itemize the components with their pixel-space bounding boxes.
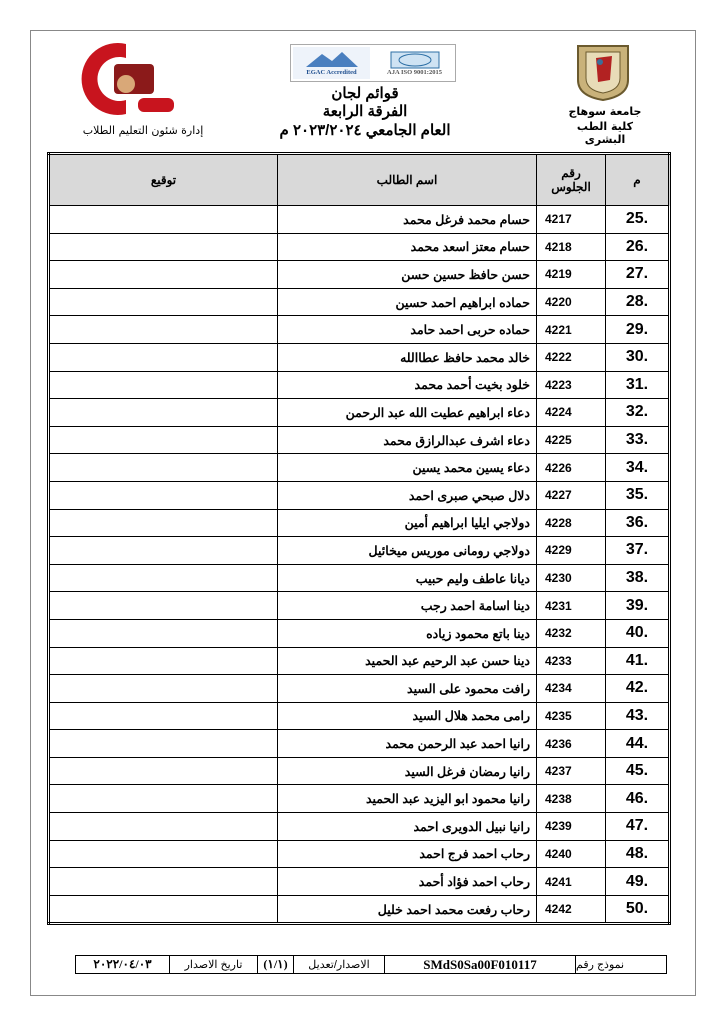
student-name: حسن حافظ حسين حسن	[278, 261, 537, 289]
table-row	[49, 481, 670, 509]
aja-logo-text: AJA ISO 9001:2015	[387, 68, 442, 76]
student-name: رافت محمود على السيد	[278, 675, 537, 703]
student-name: حسام محمد فرغل محمد	[278, 206, 537, 234]
student-name: رانيا نبيل الدويرى احمد	[278, 813, 537, 841]
header-student-name: اسم الطالب	[278, 154, 537, 206]
table-row	[49, 840, 670, 868]
signature-cell[interactable]	[49, 316, 278, 344]
table-row	[49, 592, 670, 620]
student-name: رحاب رفعت محمد احمد خليل	[278, 895, 537, 924]
signature-cell[interactable]	[49, 592, 278, 620]
version: (١/١)	[257, 956, 293, 973]
signature-cell[interactable]	[49, 702, 278, 730]
table-row	[49, 702, 670, 730]
table-row	[49, 675, 670, 703]
student-name: ديانا عاطف وليم حبيب	[278, 564, 537, 592]
table-row	[49, 399, 670, 427]
seat-number: 4235	[537, 702, 606, 730]
student-name: رحاب احمد فؤاد أحمد	[278, 868, 537, 896]
signature-cell[interactable]	[49, 619, 278, 647]
table-row	[49, 785, 670, 813]
row-number: 35.	[606, 481, 670, 509]
table-row	[49, 206, 670, 234]
student-name: رامى محمد هلال السيد	[278, 702, 537, 730]
signature-cell[interactable]	[49, 371, 278, 399]
table-row	[49, 813, 670, 841]
row-number: 31.	[606, 371, 670, 399]
row-number: 46.	[606, 785, 670, 813]
table-row	[49, 426, 670, 454]
table-row	[49, 343, 670, 371]
signature-cell[interactable]	[49, 206, 278, 234]
header-seat-number	[537, 154, 606, 206]
student-name: دعاء يسين محمد يسين	[278, 454, 537, 482]
signature-cell[interactable]	[49, 813, 278, 841]
student-name: دينا حسن عبد الرحيم عبد الحميد	[278, 647, 537, 675]
row-number: 48.	[606, 840, 670, 868]
row-number: 41.	[606, 647, 670, 675]
row-number: 25.	[606, 206, 670, 234]
table-row	[49, 288, 670, 316]
signature-cell[interactable]	[49, 730, 278, 758]
signature-cell[interactable]	[49, 675, 278, 703]
row-number: 36.	[606, 509, 670, 537]
signature-cell[interactable]	[49, 233, 278, 261]
aja-logo	[376, 47, 453, 79]
document-title: قوائم لجان	[331, 85, 399, 102]
seat-number: 4219	[537, 261, 606, 289]
signature-cell[interactable]	[49, 288, 278, 316]
form-number-label: نموذج رقم	[575, 956, 666, 973]
row-number: 42.	[606, 675, 670, 703]
seat-number: 4236	[537, 730, 606, 758]
student-name: رانيا رمضان فرغل السيد	[278, 757, 537, 785]
row-number: 47.	[606, 813, 670, 841]
seat-number: 4230	[537, 564, 606, 592]
signature-cell[interactable]	[49, 868, 278, 896]
row-number: 43.	[606, 702, 670, 730]
signature-cell[interactable]	[49, 564, 278, 592]
signature-cell[interactable]	[49, 481, 278, 509]
signature-cell[interactable]	[49, 757, 278, 785]
table-row	[49, 647, 670, 675]
signature-cell[interactable]	[49, 261, 278, 289]
seat-number: 4241	[537, 868, 606, 896]
seat-number: 4226	[537, 454, 606, 482]
seat-number: 4225	[537, 426, 606, 454]
issue-date: ٢٠٢٢/٠٤/٠٣	[93, 957, 152, 971]
student-name: دلال صبحي صبرى احمد	[278, 481, 537, 509]
faculty-name: كلية الطب البشرى	[576, 120, 634, 146]
university-name: جامعة سوهاج	[568, 105, 642, 118]
row-number: 37.	[606, 537, 670, 565]
seat-number: 4222	[537, 343, 606, 371]
row-number: 45.	[606, 757, 670, 785]
row-number: 38.	[606, 564, 670, 592]
signature-cell[interactable]	[49, 343, 278, 371]
student-name: خالد محمد حافظ عطاالله	[278, 343, 537, 371]
student-name: دينا باتع محمود زياده	[278, 619, 537, 647]
student-name: دينا اسامة احمد رجب	[278, 592, 537, 620]
signature-cell[interactable]	[49, 537, 278, 565]
accreditation-logos	[290, 44, 456, 82]
student-name: حماده ابراهيم احمد حسين	[278, 288, 537, 316]
signature-cell[interactable]	[49, 509, 278, 537]
row-number: 40.	[606, 619, 670, 647]
row-number: 49.	[606, 868, 670, 896]
seat-number: 4228	[537, 509, 606, 537]
student-name: حماده حربى احمد حامد	[278, 316, 537, 344]
seat-number: 4224	[537, 399, 606, 427]
committee-list-table	[47, 152, 671, 925]
header-seat-label: رقم الجلوس	[551, 166, 591, 194]
table-row	[49, 895, 670, 924]
seat-number: 4223	[537, 371, 606, 399]
table-row	[49, 509, 670, 537]
table-row	[49, 261, 670, 289]
issue-date-label: تاريخ الاصدار	[169, 956, 257, 973]
seat-number: 4232	[537, 619, 606, 647]
student-name: رانيا احمد عبد الرحمن محمد	[278, 730, 537, 758]
form-footer	[75, 955, 667, 974]
table-row	[49, 868, 670, 896]
signature-cell[interactable]	[49, 647, 278, 675]
seat-number: 4239	[537, 813, 606, 841]
student-name: رانيا محمود ابو اليزيد عبد الحميد	[278, 785, 537, 813]
table-row	[49, 730, 670, 758]
header-number: م	[606, 154, 670, 206]
faculty-of-medicine-logo	[68, 40, 184, 118]
egac-logo-text: EGAC Accredited	[306, 68, 357, 76]
table-row	[49, 757, 670, 785]
header-signature: توقيع	[49, 154, 278, 206]
row-number: 30.	[606, 343, 670, 371]
table-row	[49, 619, 670, 647]
table-row	[49, 537, 670, 565]
seat-number: 4237	[537, 757, 606, 785]
student-name: دعاء ابراهيم عطيت الله عبد الرحمن	[278, 399, 537, 427]
row-number: 39.	[606, 592, 670, 620]
row-number: 27.	[606, 261, 670, 289]
signature-cell[interactable]	[49, 399, 278, 427]
row-number: 29.	[606, 316, 670, 344]
row-number: 50.	[606, 895, 670, 924]
academic-year-level: الفرقة الرابعة	[322, 103, 408, 120]
row-number: 44.	[606, 730, 670, 758]
table-row	[49, 454, 670, 482]
table-row	[49, 371, 670, 399]
sohag-university-logo	[572, 42, 634, 102]
student-name: دولاجي رومانى موريس ميخائيل	[278, 537, 537, 565]
seat-number: 4231	[537, 592, 606, 620]
form-code: SMdS0Sa00F010117	[384, 956, 575, 973]
seat-number: 4229	[537, 537, 606, 565]
seat-number: 4221	[537, 316, 606, 344]
seat-number: 4217	[537, 206, 606, 234]
student-name: خلود بخيت أحمد محمد	[278, 371, 537, 399]
seat-number: 4227	[537, 481, 606, 509]
student-name: دعاء اشرف عبدالرازق محمد	[278, 426, 537, 454]
seat-number: 4233	[537, 647, 606, 675]
row-number: 26.	[606, 233, 670, 261]
table-row	[49, 233, 670, 261]
signature-cell[interactable]	[49, 454, 278, 482]
row-number: 32.	[606, 399, 670, 427]
table-row	[49, 564, 670, 592]
signature-cell[interactable]	[49, 426, 278, 454]
seat-number: 4220	[537, 288, 606, 316]
table-row	[49, 316, 670, 344]
egac-logo	[293, 47, 370, 79]
student-affairs-dept: إدارة شئون التعليم الطلاب	[82, 124, 204, 137]
table-header-row	[49, 154, 670, 206]
student-name: رحاب احمد فرج احمد	[278, 840, 537, 868]
student-name: دولاجي ايليا ابراهيم أمين	[278, 509, 537, 537]
seat-number: 4218	[537, 233, 606, 261]
signature-cell[interactable]	[49, 840, 278, 868]
signature-cell[interactable]	[49, 895, 278, 924]
seat-number: 4238	[537, 785, 606, 813]
seat-number: 4234	[537, 675, 606, 703]
version-label: الاصدار/تعديل	[293, 956, 384, 973]
academic-year: العام الجامعي ٢٠٢٣/٢٠٢٤ م	[279, 122, 451, 139]
row-number: 33.	[606, 426, 670, 454]
seat-number: 4242	[537, 895, 606, 924]
row-number: 34.	[606, 454, 670, 482]
signature-cell[interactable]	[49, 785, 278, 813]
seat-number: 4240	[537, 840, 606, 868]
student-name: حسام معتز اسعد محمد	[278, 233, 537, 261]
row-number: 28.	[606, 288, 670, 316]
